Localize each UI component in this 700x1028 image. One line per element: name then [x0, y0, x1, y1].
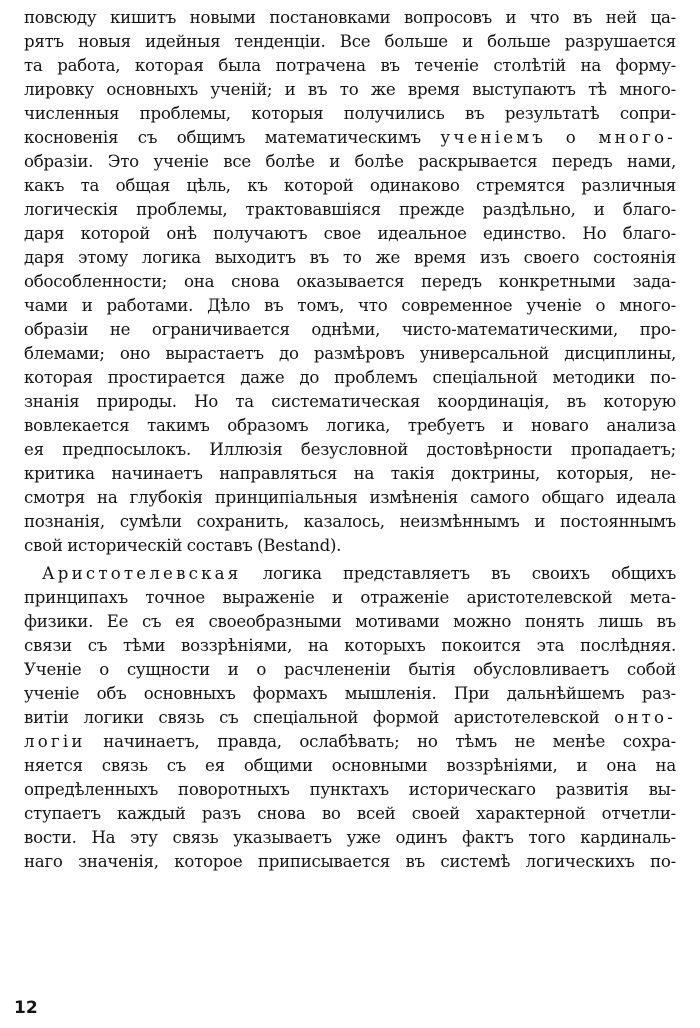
spaced-term: много- — [598, 128, 676, 147]
text-line: Ученіе о сущности и о расчлененіи бытія обусловливаетъ собой — [24, 660, 676, 679]
text-line: которая простирается даже до проблемъ спеціальной методики по- — [24, 368, 676, 387]
text-line: ученіе объ основныхъ формахъ мышленія. При дальнѣйшемъ раз- — [24, 684, 676, 703]
text-line: вости. На эту связь указываетъ уже одинъ фактъ того кардиналь- — [24, 828, 676, 847]
text-line — [24, 706, 676, 730]
text-line: та работа, которая была потрачена въ теченіе столѣтій на форму- — [24, 56, 676, 75]
text-line — [24, 126, 676, 150]
text-line: опредѣленныхъ поворотныхъ пунктахъ историческаго развитія вы- — [24, 780, 676, 799]
text-line: физики. Ее съ ея своеобразными мотивами можно понять лишь въ — [24, 612, 676, 631]
text-line: лировку основныхъ ученій; и въ то же время выступаютъ тѣ много- — [24, 80, 676, 99]
text-line: принципахъ точное выраженіе и отраженіе аристотелевской мета- — [24, 588, 676, 607]
spaced-term: логіи — [24, 732, 86, 751]
text-line: вовлекается такимъ образомъ логика, требуетъ и новаго анализа — [24, 416, 676, 435]
text-line: какъ та общая цѣль, къ которой одинаково стремятся различныя — [24, 176, 676, 195]
text-line: обособленности; она снова оказывается передъ конкретными зада- — [24, 272, 676, 291]
text-line: даря которой онѣ получаютъ свое идеальное единство. Но благо- — [24, 224, 676, 243]
text-line: образіи. Это ученіе все болѣе и болѣе раскрывается передъ нами, — [24, 152, 676, 171]
text-line — [24, 730, 676, 754]
text-line: рятъ новыя идейныя тенденціи. Все больше и больше разрушается — [24, 32, 676, 51]
text-line: познанія, сумѣли сохранить, казалось, неизмѣннымъ и постояннымъ — [24, 512, 676, 531]
text-line: логическія проблемы, трактовавшіяся прежде раздѣльно, и благо- — [24, 200, 676, 219]
spaced-term: ученіемъ — [440, 128, 547, 147]
spaced-term: Аристотелевская — [42, 564, 242, 583]
text-line: няется связь съ ея общими основными воззрѣніями, и она на — [24, 756, 676, 775]
spaced-term: онто- — [614, 708, 676, 727]
text-line: повсюду кишитъ новыми постановками вопросовъ и что въ ней ца- — [24, 8, 676, 27]
text-line: даря этому логика выходитъ въ то же время изъ своего состоянія — [24, 248, 676, 267]
text-line: критика начинаетъ направляться на такія доктрины, которыя, не- — [24, 464, 676, 483]
text-line: связи съ тѣми воззрѣніями, на которыхъ покоится эта послѣдняя. — [24, 636, 676, 655]
spaced-term: о — [565, 128, 579, 147]
page-number: 12 — [14, 998, 38, 1018]
text-line: чами и работами. Дѣло въ томъ, что современное ученіе о много- — [24, 296, 676, 315]
text-fragment: логика представляетъ въ своихъ общихъ — [262, 564, 676, 583]
text-line — [42, 562, 676, 586]
text-line: смотря на глубокія принципіальныя измѣненія самого общаго идеала — [24, 488, 676, 507]
text-line: численныя проблемы, которыя получились въ результатѣ сопри- — [24, 104, 676, 123]
text-line: наго значенія, которое приписывается въ системѣ логическихъ по- — [24, 852, 676, 871]
text-fragment: начинаетъ, правда, ослабѣвать; но тѣмъ не менѣе сохра- — [103, 732, 676, 751]
text-line: ступаетъ каждый разъ снова во всей своей характерной отчетли- — [24, 804, 676, 823]
text-line: образіи не ограничивается однѣми, чисто-математическими, про- — [24, 320, 676, 339]
text-line: блемами; оно вырастаетъ до размѣровъ универсальной дисциплины, — [24, 344, 676, 363]
text-line: знанія природы. Но та систематическая координація, въ которую — [24, 392, 676, 411]
text-line: свой историческій составъ (Bestand). — [24, 536, 342, 555]
text-fragment: витіи логики связь съ спеціальной формой аристотелевской — [24, 708, 600, 727]
text-fragment: косновенія съ общимъ математическимъ — [24, 128, 421, 147]
text-line: ея предпосылокъ. Иллюзія безусловной достовѣрности пропадаетъ; — [24, 440, 676, 459]
